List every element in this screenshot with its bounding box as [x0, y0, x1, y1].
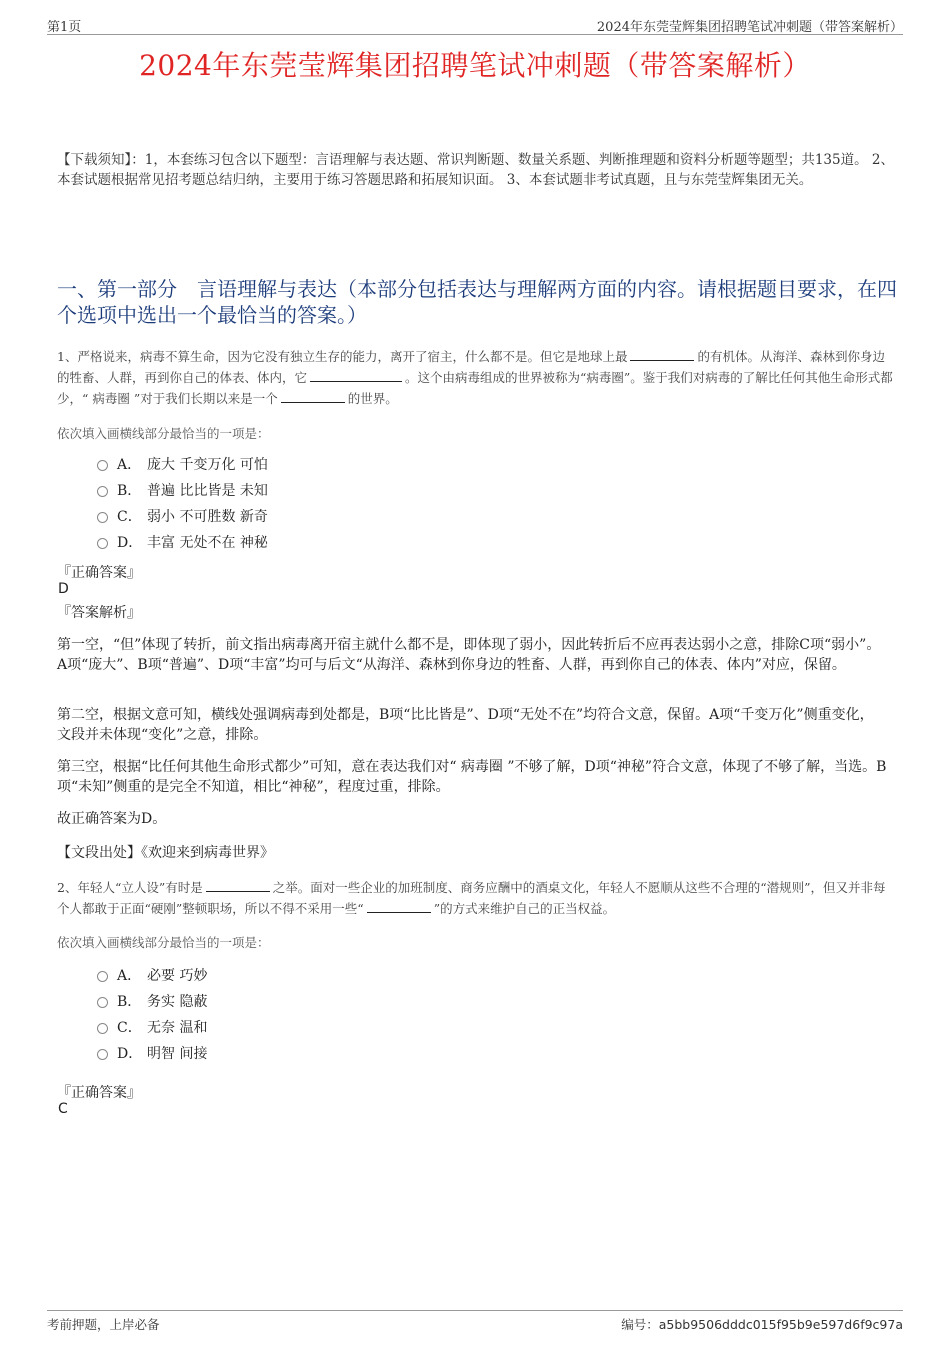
analysis-paragraph: 第三空，根据“比任何其他生命形式都少”可知，意在表达我们对“ 病毒圈 ”不够了解，D项“神秘”符合文意，体现了不够了解，当选。B项“未知”侧重的是完全不知道，相比“神秘”，程度过重，排除。	[57, 759, 887, 795]
analysis-label: 『答案解析』	[57, 605, 141, 621]
radio-icon[interactable]	[97, 538, 108, 549]
question-1-prompt: 依次填入画横线部分最恰当的一项是：	[57, 426, 270, 441]
correct-answer-label: 『正确答案』	[57, 565, 141, 581]
section-title: 一、第一部分 言语理解与表达（本部分包括表达与理解两方面的内容。请根据题目要求，在四个选项中选出一个最恰当的答案。）	[57, 277, 897, 327]
page-number: 第1页	[47, 20, 82, 35]
option-c[interactable]: C． 无奈 温和	[97, 1015, 207, 1041]
option-a[interactable]: A． 必要 巧妙	[97, 963, 207, 989]
blank-line	[281, 390, 345, 403]
radio-icon[interactable]	[97, 971, 108, 982]
correct-answer: D	[58, 581, 69, 597]
question-2-text: 2、年轻人“立人设”有时是 之举。面对一些企业的加班制度、商务应酬中的酒桌文化，年轻人不愿顺从这些不合理的“潜规则”，但又并非每个人都敢于正面“硬刚”整顿职场，所以不得不采用一些“ ”的方式来维护自己的正当权益。	[57, 880, 886, 916]
footer-slogan: 考前押题，上岸必备	[47, 1317, 160, 1332]
blank-line	[310, 369, 402, 382]
radio-icon[interactable]	[97, 512, 108, 523]
correct-answer-label: 『正确答案』	[57, 1085, 141, 1101]
blank-line	[367, 900, 431, 913]
document-code: 编号：a5bb9506dddc015f95b9e597d6f9c97a	[621, 1317, 903, 1332]
radio-icon[interactable]	[97, 1023, 108, 1034]
analysis-paragraph: 第一空，“但”体现了转折，前文指出病毒离开宿主就什么都不是，即体现了弱小，因此转折后不应再表达弱小之意，排除C项“弱小”。A项“庞大”、B项“普遍”、D项“丰富”均可与后文“从海洋、森林到你身边的牲畜、人群，再到你自己的体表、体内”对应，保留。	[57, 637, 881, 673]
radio-icon[interactable]	[97, 460, 108, 471]
document-title: 2024年东莞莹辉集团招聘笔试冲刺题（带答案解析）	[139, 49, 811, 82]
option-b[interactable]: B． 普遍 比比皆是 未知	[97, 478, 268, 504]
analysis-paragraph: 第二空，根据文意可知，横线处强调病毒到处都是，B项“比比皆是”、D项“无处不在”均符合文意，保留。A项“千变万化”侧重变化，文段并未体现“变化”之意，排除。	[57, 707, 874, 743]
radio-icon[interactable]	[97, 486, 108, 497]
correct-answer: C	[58, 1101, 68, 1117]
analysis-conclusion: 故正确答案为D。	[57, 811, 167, 827]
radio-icon[interactable]	[97, 997, 108, 1008]
option-a[interactable]: A． 庞大 千变万化 可怕	[97, 452, 268, 478]
header-doc-title: 2024年东莞莹辉集团招聘笔试冲刺题（带答案解析）	[596, 20, 903, 35]
option-c[interactable]: C． 弱小 不可胜数 新奇	[97, 504, 268, 530]
question-2-options	[97, 963, 207, 1067]
page-footer	[47, 1310, 903, 1335]
source-citation: 【文段出处】《欢迎来到病毒世界》	[57, 845, 274, 861]
question-1-text: 1、严格说来，病毒不算生命，因为它没有独立生存的能力，离开了宿主，什么都不是。但它是地球上最 的有机体。从海洋、森林到你身边的牲畜、人群，再到你自己的体表、体内，它 。这个由病毒组成的世界被称为“病毒圈”。鉴于我们对病毒的了解比任何其他生命形式都少，“ 病毒圈 ”对于我们长期以来是一个 的世界。	[57, 349, 893, 406]
blank-line	[630, 348, 694, 361]
option-b[interactable]: B． 务实 隐蔽	[97, 989, 207, 1015]
radio-icon[interactable]	[97, 1049, 108, 1060]
blank-line	[206, 879, 270, 892]
option-d[interactable]: D． 丰富 无处不在 神秘	[97, 530, 268, 556]
option-d[interactable]: D． 明智 间接	[97, 1041, 207, 1067]
page-header	[47, 14, 903, 35]
question-1-options	[97, 452, 268, 556]
download-notice: 【下载须知】：1，本套练习包含以下题型：言语理解与表达题、常识判断题、数量关系题、判断推理题和资料分析题等题型；共135道。 2、本套试题根据常见招考题总结归纳，主要用于练习答题思路和拓展知识面。 3、本套试题非考试真题，且与东莞莹辉集团无关。	[57, 152, 894, 188]
question-2-prompt: 依次填入画横线部分最恰当的一项是：	[57, 935, 270, 950]
